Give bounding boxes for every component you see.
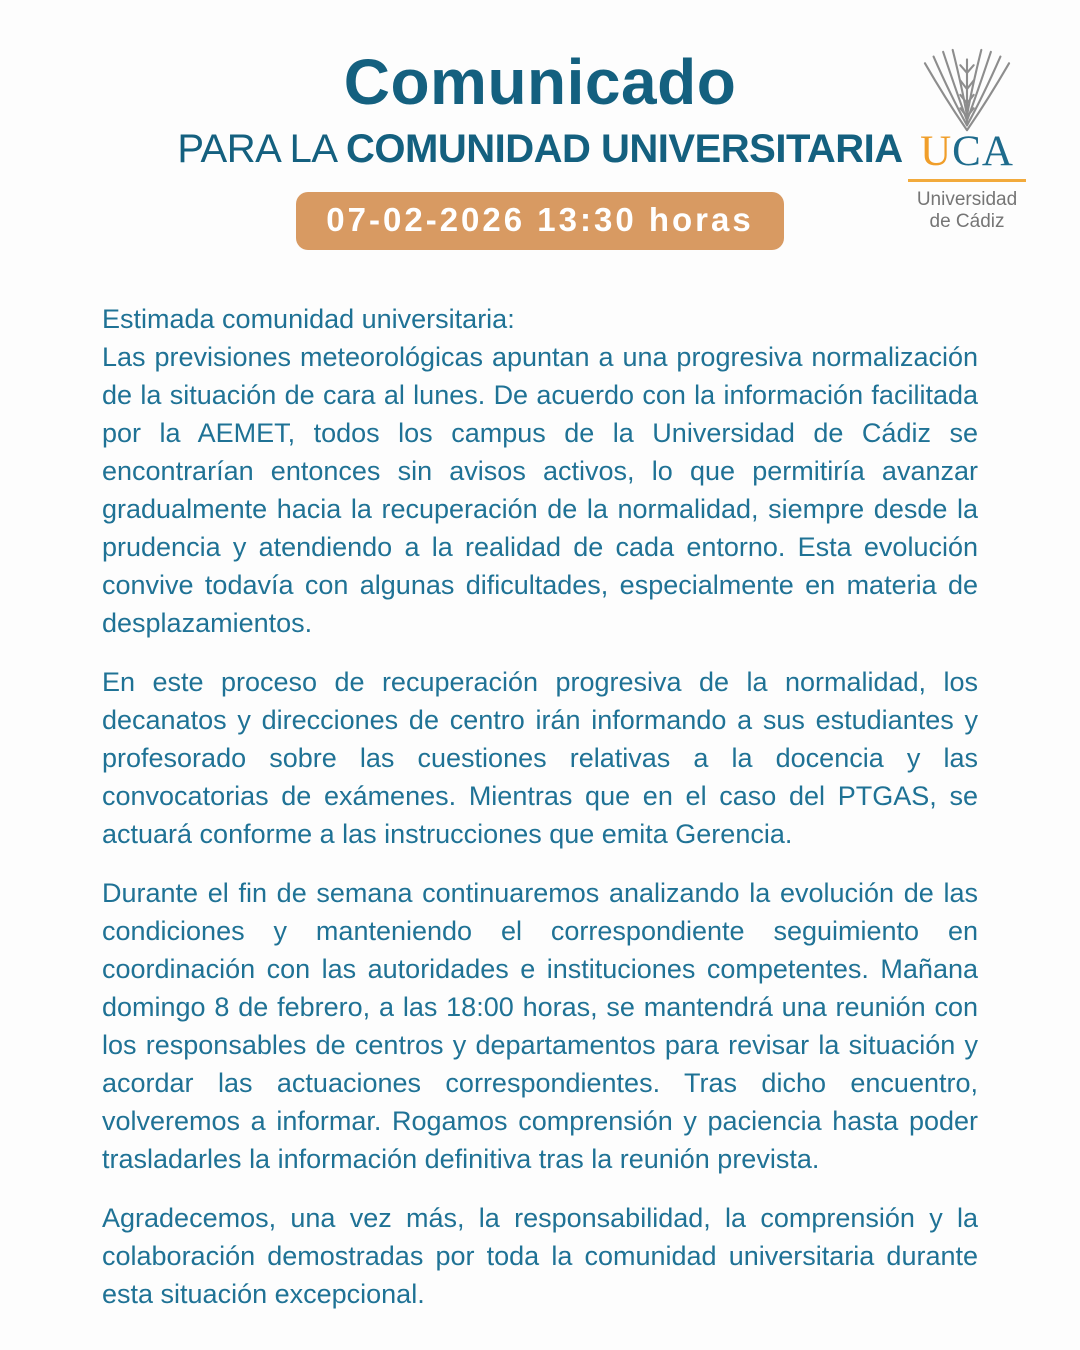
logo-rule [908, 179, 1026, 182]
greeting: Estimada comunidad universitaria: [102, 304, 515, 334]
page-title: Comunicado [343, 46, 737, 118]
subtitle-emphasis: COMUNIDAD UNIVERSITARIA [346, 127, 903, 171]
subtitle-prefix: PARA LA [177, 127, 336, 171]
paragraph: En este proceso de recuperación progresiva de la normalidad, los decanatos y direcciones de centro irán informando a sus estudiantes y profesorado sobre las cuestiones relativas a la docencia y las convocatorias de exámenes. Mientras que en el caso del PTGAS, se actuará conforme a las instrucciones que emita Gerencia. [102, 667, 978, 849]
uca-emblem-icon [917, 48, 1017, 134]
logo-name [902, 189, 1032, 233]
logo-name-line2: de Cádiz [929, 211, 1005, 232]
logo-name-line1: Universidad [916, 189, 1018, 210]
uca-logo [902, 48, 1032, 233]
paragraph: Durante el fin de semana continuaremos analizando la evolución de las condiciones y manteniendo el correspondiente seguimiento en coordinación con las autoridades e instituciones competentes. Mañana domingo 8 de febrero, a las 18:00 horas, se mantendrá una reunión con los responsables de centros y departamentos para revisar la situación y acordar las actuaciones correspondientes. Tras dicho encuentro, volveremos a informar. Rogamos comprensión y paciencia hasta poder trasladarles la información definitiva tras la reunión prevista. [102, 878, 978, 1174]
logo-acronym-u: U [920, 128, 953, 175]
body-text [102, 300, 978, 1313]
date-badge: 07-02-2026 13:30 horas [296, 192, 783, 250]
logo-acronym [902, 130, 1032, 174]
logo-acronym-ca: CA [952, 128, 1014, 175]
paragraph: Agradecemos, una vez más, la responsabilidad, la comprensión y la colaboración demostradas por toda la comunidad universitaria durante esta situación excepcional. [102, 1203, 978, 1309]
paragraph: Las previsiones meteorológicas apuntan a una progresiva normalización de la situación de cara al lunes. De acuerdo con la información facilitada por la AEMET, todos los campus de la Universidad de Cádiz se encontrarían entonces sin avisos activos, lo que permitiría avanzar gradualmente hacia la recuperación de la normalidad, siempre desde la prudencia y atendiendo a la realidad de cada entorno. Esta evolución convive todavía con algunas dificultades, especialmente en materia de desplazamientos. [102, 342, 978, 638]
